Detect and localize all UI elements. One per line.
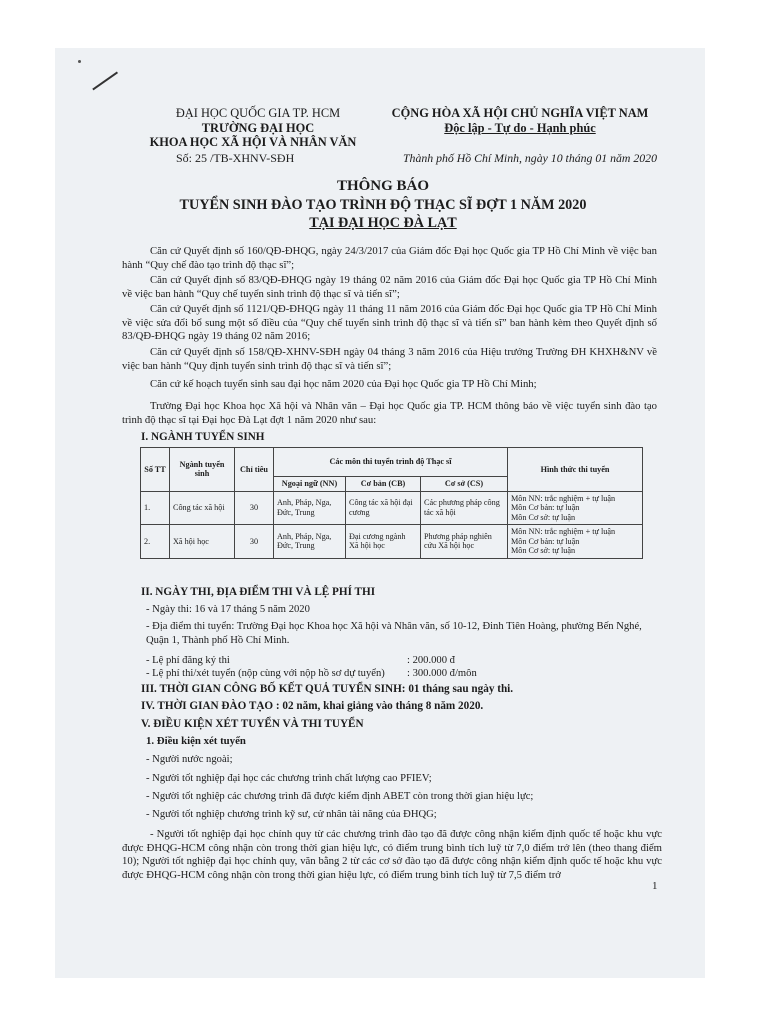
cell-stt: 2. <box>141 525 170 559</box>
section-1-heading: I. NGÀNH TUYỂN SINH <box>141 431 265 443</box>
form-line-2: Môn Cơ bản: tự luận <box>511 536 580 546</box>
condition-item-4: - Người tốt nghiệp chương trình kỹ sư, cử nhân tài năng của ĐHQG; <box>146 809 437 820</box>
doc-number: Số: 25 /TB-XHNV-SĐH <box>176 151 295 165</box>
cell-major: Công tác xã hội <box>170 491 235 525</box>
section-3-heading: III. THỜI GIAN CÔNG BỐ KẾT QUẢ TUYỂN SINH: 01 tháng sau ngày thi. <box>141 683 514 695</box>
table-row <box>141 525 643 559</box>
cell-nn: Anh, Pháp, Nga, Đức, Trung <box>274 525 346 559</box>
form-line-2: Môn Cơ bản: tự luận <box>511 503 580 512</box>
cell-quota: 30 <box>235 491 274 525</box>
cell-form <box>508 491 643 525</box>
cell-cb: Đại cương ngành Xã hội học <box>346 525 421 559</box>
cell-cb: Công tác xã hội đại cương <box>346 491 421 525</box>
th-base: Cơ sở (CS) <box>421 477 508 492</box>
cell-cs: Các phương pháp công tác xã hội <box>421 491 508 525</box>
section-4-heading: IV. THỜI GIAN ĐÀO TẠO : 02 năm, khai giảng vào tháng 8 năm 2020. <box>141 700 484 712</box>
cell-form <box>508 525 643 559</box>
th-major: Ngành tuyển sinh <box>170 448 235 492</box>
intro-para-4: Căn cứ Quyết định số 158/QĐ-XHNV-SĐH ngày 04 tháng 3 năm 2016 của Hiệu trưởng Trường ĐH KHXH&NV về việc ban hành “Quy định tuyển sinh trình độ thạc sĩ và tiến sĩ”; <box>122 346 657 372</box>
condition-item-3: - Người tốt nghiệp các chương trình đã được kiểm định ABET còn trong thời gian hiệu lực; <box>146 791 534 802</box>
fee-exam-label: - Lệ phí thi/xét tuyển (nộp cùng với nộp hồ sơ dự tuyển) <box>146 668 385 679</box>
table-row <box>141 491 643 525</box>
th-exam-form: Hình thức thi tuyển <box>508 448 643 492</box>
fee-register-label: - Lệ phí đăng ký thi <box>146 655 230 666</box>
exam-date: - Ngày thi: 16 và 17 tháng 5 năm 2020 <box>146 604 310 615</box>
th-stt: Số TT <box>141 448 170 492</box>
header-left <box>138 106 378 150</box>
th-quota: Chỉ tiêu <box>235 448 274 492</box>
page-number: 1 <box>652 880 658 892</box>
intro-para-3: Căn cứ Quyết định số 1121/QĐ-ĐHQG ngày 11 tháng 11 năm 2016 của Giám đốc Đại học Quốc gia TP Hồ Chí Minh về việc sửa đổi bổ sung một số điều của “Quy chế tuyển sinh trình độ thạc sĩ và tiến sĩ” ban hành kèm theo Quyết định số 83/QĐ-ĐHQG ngày 19 tháng 02 năm 2016; <box>122 303 657 342</box>
subsection-1-heading: 1. Điều kiện xét tuyển <box>146 735 246 747</box>
intro-para-6: Trường Đại học Khoa học Xã hội và Nhân văn – Đại học Quốc gia TP. HCM thông báo về việc tuyển sinh đào tạo trình độ thạc sĩ tại Đại học Đà Lạt đợt 1 năm 2020 như sau: <box>122 400 657 426</box>
th-basic: Cơ bản (CB) <box>346 477 421 492</box>
scan-speck <box>78 60 81 63</box>
cell-quota: 30 <box>235 525 274 559</box>
condition-paragraph: - Người tốt nghiệp đại học chính quy từ các chương trình đào tạo đã được công nhận kiểm định quốc tế hoặc khu vực được ĐHQG-HCM công nhận còn trong thời gian hiệu lực, có điểm trung bình tích luỹ từ 7,0 điểm trở lên (theo thang điểm 10); Người tốt nghiệp đại học chính quy, văn bằng 2 từ các cơ sở đào tạo đã được công nhận kiểm định quốc tế hoặc khu vực được ĐHQG-HCM công nhận còn trong thời gian hiệu lực, có điểm trung bình tích luỹ từ 7,5 điểm trở <box>122 828 662 881</box>
school-name-2: KHOA HỌC XÃ HỘI VÀ NHÂN VĂN <box>149 135 357 149</box>
motto: Độc lập - Tự do - Hạnh phúc <box>444 120 596 135</box>
cell-nn: Anh, Pháp, Nga, Đức, Trung <box>274 491 346 525</box>
title-main: TUYỂN SINH ĐÀO TẠO TRÌNH ĐỘ THẠC SĨ ĐỢT 1 NĂM 2020 <box>179 197 587 213</box>
fee-register-value: : 200.000 đ <box>407 655 455 666</box>
intro-para-5: Căn cứ kế hoạch tuyển sinh sau đại học năm 2020 của Đại học Quốc gia TP Hồ Chí Minh; <box>150 378 537 390</box>
doc-date: Thành phố Hồ Chí Minh, ngày 10 tháng 01 năm 2020 <box>403 151 657 165</box>
condition-item-1: - Người nước ngoài; <box>146 754 233 765</box>
form-line-3: Môn Cơ sở: tự luận <box>511 546 576 555</box>
condition-item-2: - Người tốt nghiệp đại học các chương trình chất lượng cao PFIEV; <box>146 773 432 784</box>
header-right <box>385 106 655 135</box>
section-5-heading: V. ĐIỀU KIỆN XÉT TUYỂN VÀ THI TUYỂN <box>141 718 364 730</box>
intro-para-1: Căn cứ Quyết định số 160/QĐ-ĐHQG, ngày 24/3/2017 của Giám đốc Đại học Quốc gia TP Hồ Chí Minh về việc ban hành “Quy chế đào tạo trình độ thạc sĩ”; <box>122 245 657 271</box>
th-foreign-lang: Ngoại ngữ (NN) <box>274 477 346 492</box>
country-name: CỘNG HÒA XÃ HỘI CHỦ NGHĨA VIỆT NAM <box>391 106 649 120</box>
fee-exam-value: : 300.000 đ/môn <box>407 668 477 679</box>
school-name-1: TRƯỜNG ĐẠI HỌC <box>201 120 315 135</box>
th-exam-subjects: Các môn thi tuyển trình độ Thạc sĩ <box>274 448 508 477</box>
exam-place: - Địa điểm thi tuyển: Trường Đại học Khoa học Xã hội và Nhân văn, số 10-12, Đinh Tiên Hoàng, phường Bến Nghé, Quận 1, Thành phố Hồ Chí Minh. <box>146 621 642 646</box>
admission-table <box>140 447 643 559</box>
cell-stt: 1. <box>141 491 170 525</box>
cell-cs: Phương pháp nghiên cứu Xã hội học <box>421 525 508 559</box>
form-line-3: Môn Cơ sở: tự luận <box>511 512 576 522</box>
section-2-heading: II. NGÀY THI, ĐỊA ĐIỂM THI VÀ LỆ PHÍ THI <box>141 586 376 598</box>
form-line-1: Môn NN: trắc nghiệm + tự luận <box>511 527 616 536</box>
title-location: TẠI ĐẠI HỌC ĐÀ LẠT <box>309 215 457 231</box>
intro-para-2: Căn cứ Quyết định số 83/QĐ-ĐHQG ngày 19 tháng 02 năm 2016 của Giám đốc Đại học Quốc gia TP Hồ Chí Minh về việc ban hành “Quy chế tuyển sinh trình độ thạc sĩ và tiến sĩ”; <box>122 274 657 300</box>
ministry-name: ĐẠI HỌC QUỐC GIA TP. HCM <box>175 106 341 120</box>
title-notice: THÔNG BÁO <box>336 178 430 194</box>
cell-major: Xã hội học <box>170 525 235 559</box>
form-line-1: Môn NN: trắc nghiệm + tự luận <box>511 493 616 503</box>
